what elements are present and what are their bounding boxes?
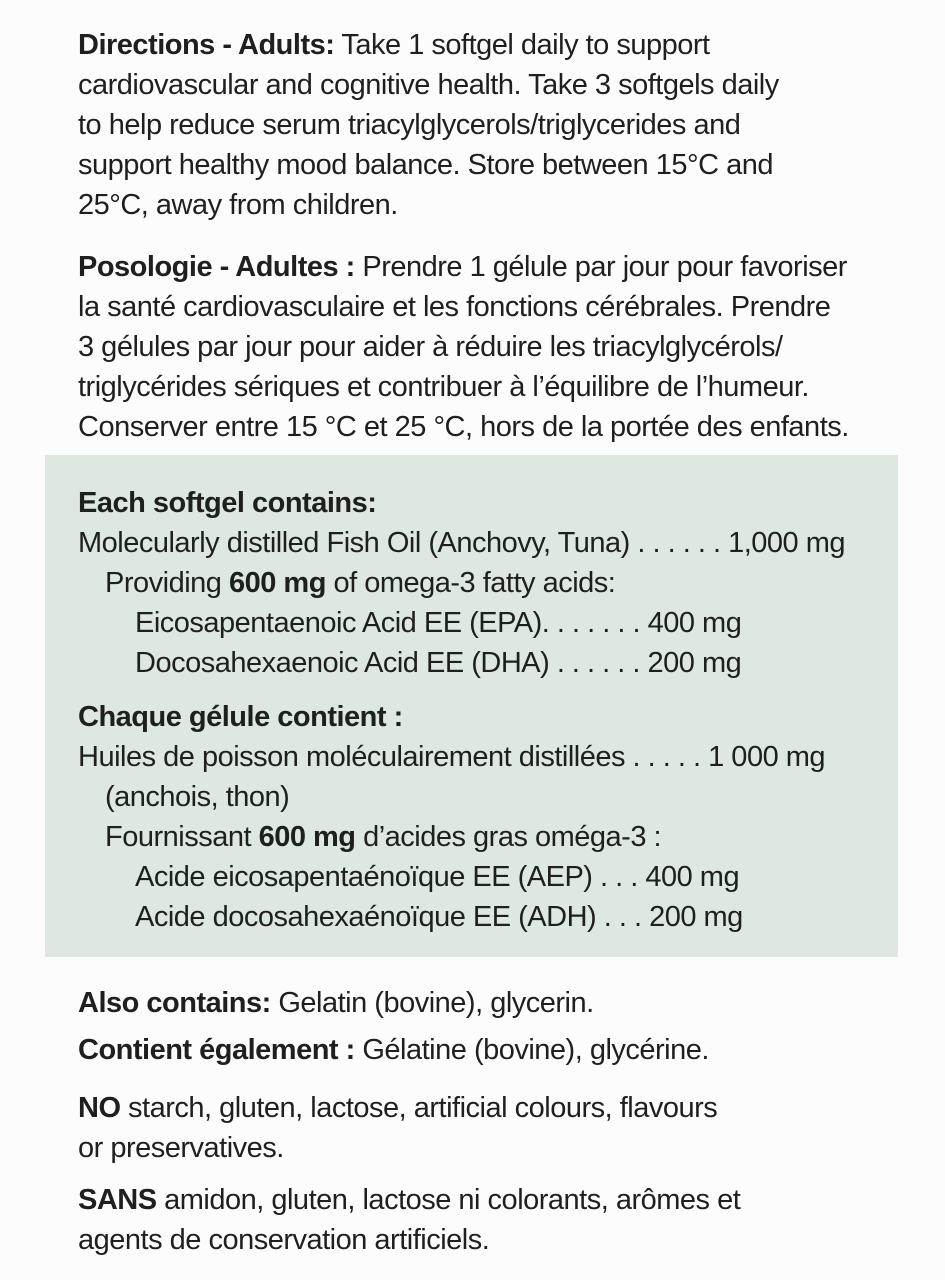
text-line — [78, 737, 880, 777]
bold-text-segment: Also contains: — [78, 987, 271, 1019]
sans-statement-french — [78, 1180, 740, 1260]
text-segment: 25°C, away from children. — [78, 189, 398, 221]
text-segment: la santé cardiovasculaire et les fonctions cérébrales. Prendre — [78, 291, 831, 323]
text-segment: (anchois, thon) — [105, 781, 290, 813]
text-segment: Molecularly distilled Fish Oil (Anchovy, Tuna) . . . . . . 1,000 mg — [78, 527, 845, 559]
contents-french-list — [78, 697, 880, 937]
text-line — [78, 1030, 709, 1070]
text-line — [78, 1128, 717, 1168]
contient-egalement-french — [78, 1030, 709, 1070]
text-segment: Docosahexaenoic Acid EE (DHA) . . . . . . 200 mg — [135, 647, 742, 679]
text-line — [78, 65, 779, 105]
text-segment: cardiovascular and cognitive health. Take 3 softgels daily — [78, 69, 779, 101]
text-segment: Acide eicosapentaénoïque EE (AEP) . . . 400 mg — [135, 861, 740, 893]
text-segment: Huiles de poisson moléculairement distillées . . . . . 1 000 mg — [78, 741, 826, 773]
directions-english-paragraph — [78, 25, 779, 225]
text-line — [78, 145, 779, 185]
text-line — [78, 983, 594, 1023]
text-segment: agents de conservation artificiels. — [78, 1224, 490, 1256]
text-segment: of omega-3 fatty acids: — [325, 567, 616, 599]
text-line — [78, 603, 880, 643]
text-segment: to help reduce serum triacylglycerols/triglycerides and — [78, 109, 741, 141]
text-segment: Gélatine (bovine), glycérine. — [354, 1034, 709, 1066]
contents-english-list — [78, 483, 880, 683]
text-segment: Prendre 1 gélule par jour pour favoriser — [354, 251, 847, 283]
bold-text-segment: 600 mg — [228, 567, 326, 599]
text-line — [78, 563, 880, 603]
text-line — [78, 897, 880, 937]
text-segment: Gelatin (bovine), glycerin. — [270, 987, 594, 1019]
text-line — [78, 25, 779, 65]
posologie-french-paragraph — [78, 247, 849, 447]
bold-text-segment: Each softgel contains: — [78, 487, 377, 519]
text-line — [78, 327, 849, 367]
text-line — [78, 287, 849, 327]
text-line — [78, 367, 849, 407]
text-segment: d’acides gras oméga-3 : — [355, 821, 662, 853]
bold-text-segment: Contient également : — [78, 1034, 355, 1066]
bold-text-segment: SANS — [78, 1184, 157, 1216]
text-segment: triglycérides sériques et contribuer à l’équilibre de l’humeur. — [78, 371, 809, 403]
text-line — [78, 483, 880, 523]
text-line — [78, 643, 880, 683]
text-line — [78, 1088, 717, 1128]
text-segment: Providing — [105, 567, 229, 599]
text-line — [78, 407, 849, 447]
text-segment: amidon, gluten, lactose ni colorants, arômes et — [156, 1184, 741, 1216]
text-line — [78, 697, 880, 737]
text-line — [78, 105, 779, 145]
text-line — [78, 777, 880, 817]
bold-text-segment: Directions - Adults: — [78, 29, 335, 61]
text-segment: Fournissant — [105, 821, 259, 853]
bold-text-segment: 600 mg — [258, 821, 356, 853]
bold-text-segment: NO — [78, 1092, 121, 1124]
text-line — [78, 1180, 740, 1220]
text-line — [78, 247, 849, 287]
text-segment: Acide docosahexaénoïque EE (ADH) . . . 200 mg — [135, 901, 743, 933]
text-line — [78, 817, 880, 857]
text-segment: Take 1 softgel daily to support — [334, 29, 710, 61]
bold-text-segment: Chaque gélule contient : — [78, 701, 403, 733]
text-line — [78, 1220, 740, 1260]
text-line — [78, 857, 880, 897]
also-contains-english — [78, 983, 594, 1023]
bold-text-segment: Posologie - Adultes : — [78, 251, 355, 283]
ingredients-panel — [45, 455, 898, 957]
text-line — [78, 523, 880, 563]
text-segment: 3 gélules par jour pour aider à réduire les triacylglycérols/ — [78, 331, 783, 363]
text-segment: support healthy mood balance. Store between 15°C and — [78, 149, 773, 181]
text-segment: Conserver entre 15 °C et 25 °C, hors de la portée des enfants. — [78, 411, 849, 443]
text-segment: or preservatives. — [78, 1132, 284, 1164]
text-segment: Eicosapentaenoic Acid EE (EPA). . . . . . . 400 mg — [135, 607, 742, 639]
text-line — [78, 185, 779, 225]
text-segment: starch, gluten, lactose, artificial colours, flavours — [120, 1092, 718, 1124]
no-statement-english — [78, 1088, 717, 1168]
